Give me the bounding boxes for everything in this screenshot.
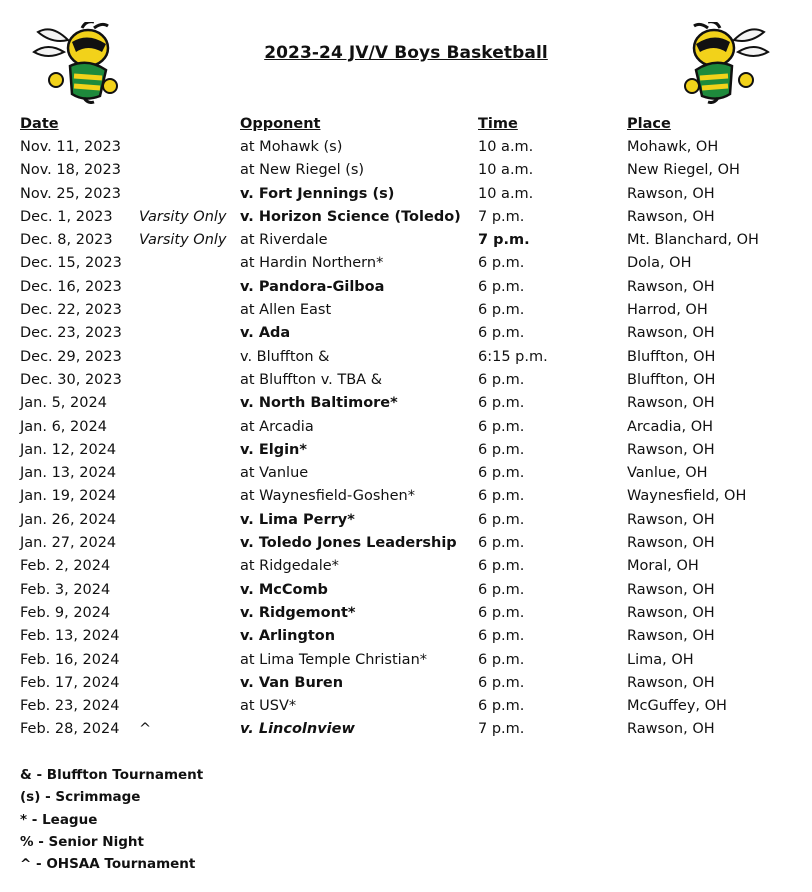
table-row (0, 672, 812, 695)
game-date: Feb. 17, 2024 (20, 674, 120, 691)
legend-item: * - League (20, 811, 98, 828)
game-opponent: v. Van Buren (240, 674, 344, 691)
game-date: Feb. 9, 2024 (20, 604, 111, 621)
game-note: ^ (139, 721, 152, 738)
game-time: 6 p.m. (478, 302, 525, 319)
game-opponent: v. Arlington (240, 628, 336, 645)
game-place: Bluffton, OH (627, 371, 716, 388)
game-date: Jan. 13, 2024 (20, 465, 117, 482)
table-row (0, 322, 812, 345)
game-opponent: at Riverdale (240, 232, 328, 249)
column-header-date: Date (20, 116, 59, 132)
game-time: 6 p.m. (478, 581, 525, 598)
game-opponent: v. Fort Jennings (s) (240, 185, 395, 202)
game-opponent: v. Horizon Science (Toledo) (240, 208, 461, 225)
game-date: Jan. 12, 2024 (20, 441, 117, 458)
game-opponent: v. Bluffton & (240, 348, 330, 365)
game-time: 6 p.m. (478, 628, 525, 645)
game-opponent: v. Ada (240, 325, 291, 342)
game-place: Rawson, OH (627, 628, 715, 645)
game-opponent: v. Lincolnview (240, 721, 355, 738)
game-place: McGuffey, OH (627, 698, 727, 715)
table-row (0, 602, 812, 625)
game-date: Feb. 3, 2024 (20, 581, 111, 598)
table-row (0, 159, 812, 182)
game-date: Dec. 15, 2023 (20, 255, 122, 272)
game-opponent: at New Riegel (s) (240, 162, 365, 179)
game-time: 10 a.m. (478, 139, 534, 155)
yellow-jacket-mascot-icon (30, 22, 126, 104)
game-place: Bluffton, OH (627, 348, 716, 365)
game-date: Jan. 19, 2024 (20, 488, 117, 505)
table-row (0, 649, 812, 672)
game-date: Dec. 8, 2023 (20, 232, 113, 249)
game-time: 6:15 p.m. (478, 348, 548, 365)
game-time: 6 p.m. (478, 465, 525, 482)
game-place: Vanlue, OH (627, 465, 708, 482)
game-date: Dec. 29, 2023 (20, 348, 122, 365)
game-time: 7 p.m. (478, 208, 525, 225)
game-opponent: v. Pandora-Gilboa (240, 278, 385, 295)
game-note: Varsity Only (139, 208, 227, 225)
table-row (0, 369, 812, 392)
game-place: Rawson, OH (627, 604, 715, 621)
game-time: 10 a.m. (478, 185, 534, 202)
game-place: Rawson, OH (627, 208, 715, 225)
game-time: 6 p.m. (478, 441, 525, 458)
game-date: Dec. 1, 2023 (20, 208, 113, 225)
table-row (0, 276, 812, 299)
game-place: Arcadia, OH (627, 418, 714, 435)
game-date: Jan. 26, 2024 (20, 511, 117, 528)
game-date: Jan. 27, 2024 (20, 535, 117, 552)
table-row (0, 229, 812, 252)
table-row (0, 136, 812, 159)
game-date: Jan. 5, 2024 (20, 395, 107, 412)
game-opponent: v. Ridgemont* (240, 604, 356, 621)
table-row (0, 485, 812, 508)
table-row (0, 183, 812, 206)
game-time: 6 p.m. (478, 698, 525, 715)
game-date: Feb. 2, 2024 (20, 558, 111, 575)
legend-item: & - Bluffton Tournament (20, 767, 204, 783)
table-row (0, 532, 812, 555)
table-row (0, 299, 812, 322)
game-place: Dola, OH (627, 255, 692, 272)
game-opponent: at USV* (240, 698, 297, 715)
game-place: Rawson, OH (627, 441, 715, 458)
game-opponent: at Mohawk (s) (240, 139, 343, 155)
game-opponent: v. North Baltimore* (240, 395, 398, 412)
yellow-jacket-mascot-icon (676, 22, 772, 104)
column-header-place: Place (627, 116, 671, 132)
game-place: Harrod, OH (627, 302, 708, 319)
game-place: Rawson, OH (627, 721, 715, 738)
game-opponent: v. Lima Perry* (240, 511, 355, 528)
game-date: Dec. 16, 2023 (20, 278, 122, 295)
game-place: Rawson, OH (627, 325, 715, 342)
legend (20, 764, 203, 875)
table-row (0, 346, 812, 369)
game-opponent: at Arcadia (240, 418, 314, 435)
table-row (0, 625, 812, 648)
game-date: Dec. 30, 2023 (20, 371, 122, 388)
game-date: Feb. 16, 2024 (20, 651, 120, 668)
game-time: 6 p.m. (478, 255, 525, 272)
game-time: 6 p.m. (478, 395, 525, 412)
game-place: New Riegel, OH (627, 162, 740, 179)
game-time: 10 a.m. (478, 162, 534, 179)
table-row (0, 439, 812, 462)
table-row (0, 392, 812, 415)
table-row (0, 718, 812, 741)
game-place: Rawson, OH (627, 278, 715, 295)
game-opponent: v. Elgin* (240, 441, 307, 458)
table-row (0, 252, 812, 275)
game-place: Lima, OH (627, 651, 694, 668)
game-place: Rawson, OH (627, 511, 715, 528)
game-time: 7 p.m. (478, 232, 530, 249)
game-date: Feb. 23, 2024 (20, 698, 120, 715)
game-opponent: at Ridgedale* (240, 558, 339, 575)
column-header-time: Time (478, 116, 518, 132)
game-place: Rawson, OH (627, 581, 715, 598)
game-date: Nov. 25, 2023 (20, 185, 121, 202)
table-row (0, 509, 812, 532)
game-opponent: v. McComb (240, 581, 328, 598)
table-row (0, 462, 812, 485)
game-time: 6 p.m. (478, 278, 525, 295)
game-place: Moral, OH (627, 558, 699, 575)
game-time: 6 p.m. (478, 418, 525, 435)
game-place: Mohawk, OH (627, 139, 719, 155)
column-header-opponent: Opponent (240, 116, 321, 132)
game-time: 6 p.m. (478, 325, 525, 342)
game-opponent: at Allen East (240, 302, 332, 319)
game-time: 6 p.m. (478, 535, 525, 552)
table-row (0, 579, 812, 602)
game-place: Rawson, OH (627, 535, 715, 552)
table-row (0, 206, 812, 229)
game-opponent: at Lima Temple Christian* (240, 651, 428, 668)
game-date: Dec. 22, 2023 (20, 302, 122, 319)
game-date: Nov. 11, 2023 (20, 139, 121, 155)
game-place: Waynesfield, OH (627, 488, 747, 505)
game-time: 6 p.m. (478, 371, 525, 388)
game-opponent: at Vanlue (240, 465, 309, 482)
legend-item: (s) - Scrimmage (20, 789, 141, 806)
game-place: Rawson, OH (627, 395, 715, 412)
game-time: 6 p.m. (478, 511, 525, 528)
game-time: 7 p.m. (478, 721, 525, 738)
game-date: Feb. 13, 2024 (20, 628, 120, 645)
game-opponent: at Hardin Northern* (240, 255, 384, 272)
game-date: Dec. 23, 2023 (20, 325, 122, 342)
game-time: 6 p.m. (478, 651, 525, 668)
game-opponent: v. Toledo Jones Leadership (240, 535, 457, 552)
table-row (0, 416, 812, 439)
game-place: Rawson, OH (627, 185, 715, 202)
game-date: Nov. 18, 2023 (20, 162, 121, 179)
game-place: Mt. Blanchard, OH (627, 232, 759, 249)
game-note: Varsity Only (139, 232, 227, 249)
table-row (0, 695, 812, 718)
game-time: 6 p.m. (478, 604, 525, 621)
game-time: 6 p.m. (478, 558, 525, 575)
game-time: 6 p.m. (478, 674, 525, 691)
game-opponent: at Bluffton v. TBA & (240, 371, 383, 388)
legend-item: ^ - OHSAA Tournament (20, 856, 196, 873)
game-opponent: at Waynesfield-Goshen* (240, 488, 415, 505)
schedule-table (0, 136, 812, 742)
page-title: 2023-24 JV/V Boys Basketball (264, 43, 548, 63)
game-date: Jan. 6, 2024 (20, 418, 107, 435)
table-row (0, 555, 812, 578)
legend-item: % - Senior Night (20, 833, 144, 850)
game-date: Feb. 28, 2024 (20, 721, 120, 738)
game-place: Rawson, OH (627, 674, 715, 691)
game-time: 6 p.m. (478, 488, 525, 505)
